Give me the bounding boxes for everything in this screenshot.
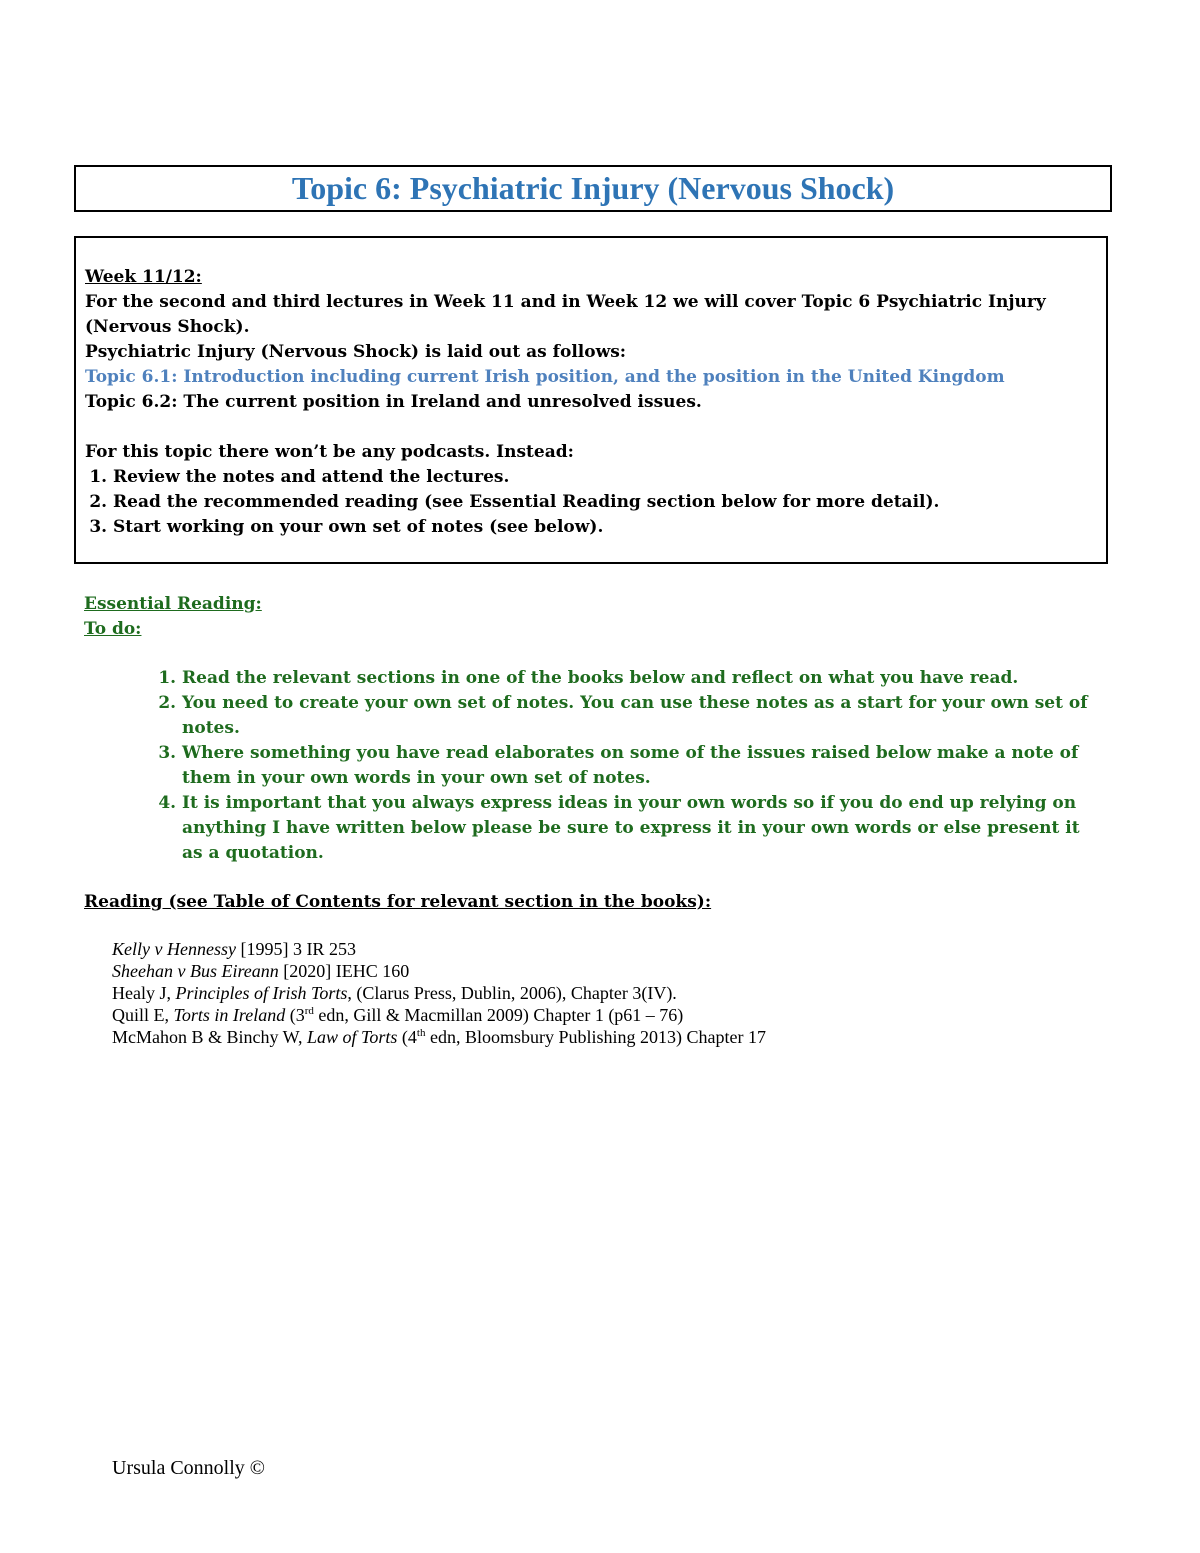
reading-heading: Reading (see Table of Contents for relevant section in the books):: [84, 892, 712, 912]
podcast-note: For this topic there won’t be any podcasts. Instead:: [85, 442, 574, 462]
essential-reading-section: [84, 592, 1084, 642]
intro-content: [85, 265, 1095, 540]
case-name: Sheehan v Bus Eireann: [112, 961, 279, 981]
author: Healy J,: [112, 983, 176, 1003]
todo-heading: To do:: [84, 619, 142, 639]
edition-suffix: rd: [304, 1005, 314, 1017]
task-list: [85, 465, 1095, 540]
page-title: Topic 6: Psychiatric Injury (Nervous Shock): [291, 170, 895, 206]
intro-box: [74, 236, 1108, 564]
title-box: [74, 165, 1112, 212]
author: McMahon B & Binchy W,: [112, 1027, 308, 1047]
footer-copyright: Ursula Connolly ©: [112, 1457, 265, 1479]
case-name: Kelly v Hennessy: [112, 939, 236, 959]
task-item: 1. Review the notes and attend the lectures.: [113, 465, 1095, 490]
citation: [1995] 3 IR 253: [235, 939, 356, 959]
book-title: Principles of Irish Torts: [175, 983, 348, 1003]
task-item: 3. Start working on your own set of notes (see below).: [113, 515, 1095, 540]
publication-details: edn, Gill & Macmillan 2009) Chapter 1 (p61 – 76): [313, 1005, 684, 1025]
intro-line-1: For the second and third lectures in Week 11 and in Week 12 we will cover Topic 6 Psychiatric Injury (Nervous Shock).: [85, 292, 1046, 337]
intro-line-2: Psychiatric Injury (Nervous Shock) is laid out as follows:: [85, 342, 627, 362]
edition-prefix: (4: [397, 1027, 417, 1047]
book-title: Torts in Ireland: [173, 1005, 286, 1025]
week-heading: Week 11/12:: [85, 267, 202, 287]
todo-item: 1. Read the relevant sections in one of the books below and reflect on what you have read.: [182, 666, 1094, 691]
reference-item: [112, 982, 1112, 1004]
author: Quill E,: [112, 1005, 174, 1025]
publication-details: edn, Bloomsbury Publishing 2013) Chapter 17: [425, 1027, 766, 1047]
citation: [2020] IEHC 160: [278, 961, 410, 981]
essential-heading: Essential Reading:: [84, 594, 262, 614]
reference-item: [112, 960, 1112, 982]
todo-item: 4. It is important that you always express ideas in your own words so if you do end up relying on anything I have written below please be sure to express it in your own words or else present it as a quotation.: [182, 791, 1094, 866]
todo-item: 2. You need to create your own set of notes. You can use these notes as a start for your own set of notes.: [182, 691, 1094, 741]
publication-details: , (Clarus Press, Dublin, 2006), Chapter 3(IV).: [347, 983, 677, 1003]
book-title: Law of Torts: [307, 1027, 398, 1047]
edition-suffix: th: [416, 1027, 426, 1039]
reference-item: [112, 1004, 1112, 1026]
task-item: 2. Read the recommended reading (see Essential Reading section below for more detail).: [113, 490, 1095, 515]
reference-list: [112, 938, 1112, 1048]
reference-item: [112, 1026, 1112, 1048]
topic-6-2: Topic 6.2: The current position in Ireland and unresolved issues.: [85, 392, 702, 412]
todo-list: [146, 666, 1094, 866]
topic-6-1: Topic 6.1: Introduction including current Irish position, and the position in the United Kingdom: [85, 367, 1005, 387]
todo-item: 3. Where something you have read elaborates on some of the issues raised below make a note of them in your own words in your own set of notes.: [182, 741, 1094, 791]
reference-item: [112, 938, 1112, 960]
edition-prefix: (3: [285, 1005, 305, 1025]
